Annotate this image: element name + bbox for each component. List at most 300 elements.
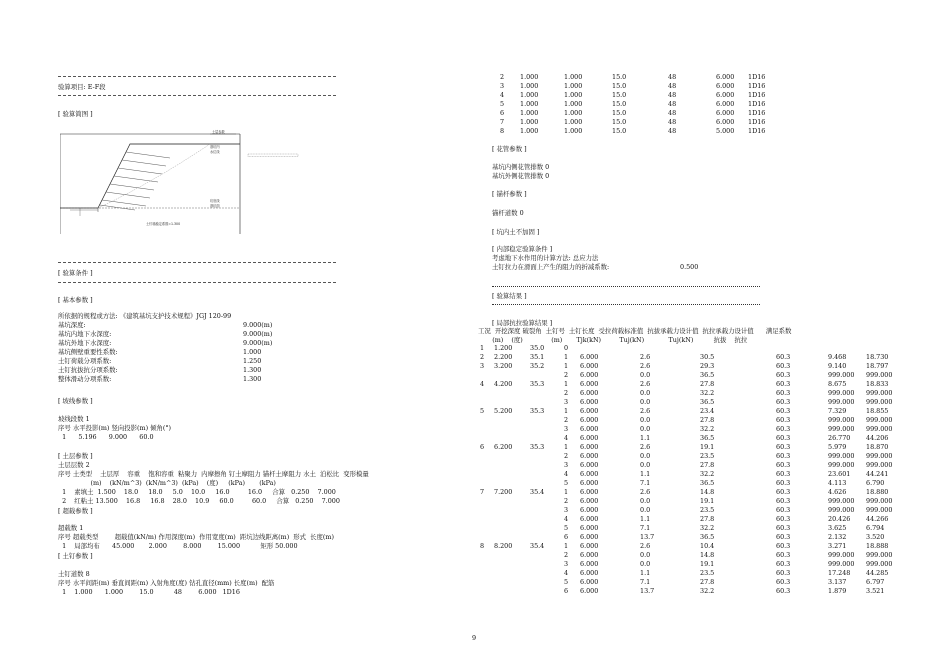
result-cell: 3.625	[828, 524, 847, 532]
heading-diagram: [ 验算简图 ]	[58, 110, 93, 118]
result-cell: 999.000	[866, 551, 893, 559]
result-cell: 999.000	[866, 506, 893, 514]
result-cell: 19.1	[700, 497, 715, 505]
result-cell: 999.000	[866, 416, 893, 424]
result-cell: 999.000	[866, 560, 893, 568]
result-cell: 6.000	[580, 533, 599, 541]
result-cell: 999.000	[828, 560, 855, 568]
result-cell: 60.3	[776, 398, 791, 406]
result-cell: 1.1	[640, 515, 651, 523]
result-cell: 35.4	[530, 488, 545, 496]
nail-cell: 1.000	[520, 127, 539, 135]
result-cell: 35.3	[530, 443, 545, 451]
basic-param-value: 1.300	[243, 375, 262, 383]
result-cell: 8.675	[828, 380, 847, 388]
heading-basic: [ 基本参数 ]	[58, 296, 93, 304]
result-cell: 36.5	[700, 371, 715, 379]
result-cell: 999.000	[828, 398, 855, 406]
nail-cell: 3	[500, 82, 505, 90]
result-cell: 3.137	[828, 578, 847, 586]
result-cell: 60.3	[776, 479, 791, 487]
nail-cell: 15.0	[612, 82, 627, 90]
result-cell: 2.6	[640, 443, 651, 451]
heading-soil: [ 土层参数 ]	[58, 452, 93, 460]
result-cell: 2	[564, 416, 569, 424]
result-cell: 6.000	[580, 443, 599, 451]
result-cell: 60.3	[776, 497, 791, 505]
result-cell: 999.000	[828, 425, 855, 433]
result-cell: 0.0	[640, 452, 651, 460]
basic-param-label: 土钉荷载分项系数:	[58, 357, 112, 365]
result-cell: 36.5	[700, 479, 715, 487]
soil-line: 序号 土类型 土层厚 容重 饱和容重 粘聚力 内摩擦角 钉土摩阻力 锚杆土摩阻力 水土 泊松比 变形模量	[58, 470, 369, 478]
result-cell: 0.0	[640, 425, 651, 433]
nail-cell: 1D16	[748, 109, 766, 117]
heading-anchor: [ 锚杆参数 ]	[492, 190, 527, 198]
nail-cell: 2	[500, 73, 505, 81]
result-cell: 2.6	[640, 353, 651, 361]
result-cell: 0.0	[640, 551, 651, 559]
result-cell: 7.1	[640, 524, 651, 532]
result-cell: 44.241	[866, 470, 889, 478]
result-cell: 60.3	[776, 506, 791, 514]
flower-line: 基坑内侧花管排数 0	[492, 163, 550, 171]
svg-text:基坑面: 基坑面	[210, 204, 220, 208]
result-cell: 6.000	[580, 416, 599, 424]
result-cell: 6.000	[580, 515, 599, 523]
result-cell: 5	[480, 407, 485, 415]
result-cell: 6.790	[866, 479, 885, 487]
result-cell: 0.0	[640, 398, 651, 406]
result-cell: 32.2	[700, 470, 715, 478]
result-cell: 3	[564, 560, 569, 568]
result-cell: 1.1	[640, 569, 651, 577]
nail-cell: 1.000	[564, 109, 583, 117]
dashed-rule	[58, 95, 336, 96]
result-cell: 1	[564, 542, 569, 550]
soil-nails	[100, 152, 170, 210]
result-cell: 27.8	[700, 515, 715, 523]
heading-result: [ 验算结果 ]	[492, 292, 527, 300]
nail-cell: 48	[668, 118, 677, 126]
result-cell: 6.000	[580, 380, 599, 388]
nail-cell: 1D16	[748, 73, 766, 81]
result-cell: 27.8	[700, 416, 715, 424]
result-cell: 60.3	[776, 407, 791, 415]
slope-line: 1 5.196 9.000 60.0	[58, 433, 154, 441]
nail-cell: 1.000	[520, 82, 539, 90]
result-cell: 14.8	[700, 551, 715, 559]
dashed-rule	[58, 282, 336, 283]
result-cell: 0.0	[640, 497, 651, 505]
result-cell: 6.000	[580, 506, 599, 514]
result-cell: 60.3	[776, 578, 791, 586]
heading-stability: [ 内部稳定验算条件 ]	[492, 245, 553, 253]
result-cell: 1.879	[828, 587, 847, 595]
result-cell: 6.000	[580, 362, 599, 370]
result-cell: 0.0	[640, 560, 651, 568]
result-cell: 10.4	[700, 542, 715, 550]
nail-cell: 1.000	[564, 82, 583, 90]
soil-line: 1 素填土 1.500 18.0 18.0 5.0 10.0 16.0 16.0 合算 0.250 7.000	[58, 488, 336, 496]
result-cell: 4	[564, 434, 569, 442]
result-cell: 0.0	[640, 461, 651, 469]
result-cell: 4	[564, 569, 569, 577]
nail-cell: 1.000	[564, 100, 583, 108]
result-cell: 999.000	[828, 461, 855, 469]
nail-cell: 6.000	[716, 100, 735, 108]
result-cell: 2.6	[640, 362, 651, 370]
project-title: 验算项目: E-F段	[58, 83, 106, 91]
result-cell: 35.3	[530, 407, 545, 415]
result-cell: 18.833	[866, 380, 889, 388]
result-cell: 60.3	[776, 371, 791, 379]
result-cell: 19.1	[700, 560, 715, 568]
result-cell: 60.3	[776, 542, 791, 550]
nail-cell: 1.000	[520, 118, 539, 126]
result-cell: 999.000	[828, 389, 855, 397]
result-cell: 18.888	[866, 542, 889, 550]
result-cell: 2.132	[828, 533, 847, 541]
result-cell: 18.797	[866, 362, 889, 370]
result-cell: 60.3	[776, 353, 791, 361]
result-cell: 36.5	[700, 398, 715, 406]
soil-line: 土层层数 2	[58, 461, 90, 469]
result-cell: 60.3	[776, 524, 791, 532]
result-cell: 6.200	[494, 443, 513, 451]
result-cell: 999.000	[828, 416, 855, 424]
result-cell: 999.000	[828, 506, 855, 514]
result-cell: 18.855	[866, 407, 889, 415]
nail-line: 序号 水平间距(m) 垂直间距(m) 入射角度(度) 钻孔直径(mm) 长度(m) 配筋	[58, 579, 275, 587]
stability-value: 0.500	[680, 263, 699, 271]
result-cell: 999.000	[866, 461, 893, 469]
result-cell: 5	[564, 578, 569, 586]
basic-param-value: 1.300	[243, 366, 262, 374]
result-cell: 60.3	[776, 560, 791, 568]
nail-cell: 6.000	[716, 118, 735, 126]
result-cell: 8	[480, 542, 485, 550]
basic-param-label: 基坑外地下水深度:	[58, 339, 112, 347]
result-cell: 7.1	[640, 479, 651, 487]
load-line: 超载数 1	[58, 524, 84, 532]
result-cell: 60.3	[776, 551, 791, 559]
result-cell: 3.521	[866, 587, 885, 595]
result-cell: 999.000	[828, 452, 855, 460]
result-cell: 44.206	[866, 434, 889, 442]
nail-cell: 1.000	[520, 100, 539, 108]
result-cell: 26.770	[828, 434, 851, 442]
result-cell: 1	[564, 362, 569, 370]
result-cell: 35.2	[530, 362, 545, 370]
result-cell: 60.3	[776, 515, 791, 523]
nail-cell: 1.000	[564, 127, 583, 135]
nail-cell: 6	[500, 109, 505, 117]
result-cell: 60.3	[776, 416, 791, 424]
nail-cell: 1.000	[564, 118, 583, 126]
nail-cell: 48	[668, 82, 677, 90]
result-cell: 2.6	[640, 542, 651, 550]
basic-param-label: 土钉抗拔抗分项系数:	[58, 366, 118, 374]
nail-cell: 4	[500, 91, 505, 99]
result-cell: 20.426	[828, 515, 851, 523]
nail-cell: 15.0	[612, 73, 627, 81]
result-cell: 35.3	[530, 380, 545, 388]
result-cell: 0	[564, 344, 569, 352]
result-cell: 23.4	[700, 407, 715, 415]
nail-line: 土钉道数 8	[58, 570, 90, 578]
result-cell: 6	[480, 443, 485, 451]
result-cell: 60.3	[776, 452, 791, 460]
result-cell: 6.000	[580, 452, 599, 460]
result-cell: 44.285	[866, 569, 889, 577]
result-cell: 32.2	[700, 389, 715, 397]
nail-cell: 48	[668, 91, 677, 99]
result-cell: 27.8	[700, 380, 715, 388]
anchor-count: 锚杆道数 0	[492, 209, 524, 217]
result-cell: 6	[564, 533, 569, 541]
result-cell: 1	[480, 344, 485, 352]
result-cell: 1	[564, 488, 569, 496]
result-cell: 60.3	[776, 533, 791, 541]
result-cell: 14.8	[700, 488, 715, 496]
result-cell: 44.266	[866, 515, 889, 523]
result-cell: 5	[564, 479, 569, 487]
basic-param-label: 基坑内地下水深度:	[58, 330, 112, 338]
result-cell: 6.000	[580, 587, 599, 595]
nail-cell: 1D16	[748, 82, 766, 90]
result-cell: 1	[564, 407, 569, 415]
basic-param-label: 整体滑动分项系数:	[58, 375, 112, 383]
result-cell: 0.0	[640, 371, 651, 379]
result-cell: 6.000	[580, 470, 599, 478]
dashed-rule	[58, 76, 336, 77]
result-cell: 4	[564, 515, 569, 523]
basic-param-value: 9.000(m)	[243, 339, 273, 347]
result-cell: 23.5	[700, 569, 715, 577]
result-cell: 3.520	[866, 533, 885, 541]
result-cell: 6.000	[580, 497, 599, 505]
result-cell: 0.0	[640, 506, 651, 514]
heading-load: [ 超载参数 ]	[58, 507, 93, 515]
nail-cell: 15.0	[612, 91, 627, 99]
nail-cell: 15.0	[612, 109, 627, 117]
nail-cell: 6.000	[716, 82, 735, 90]
result-cell: 999.000	[828, 497, 855, 505]
svg-text:水位线: 水位线	[210, 150, 220, 154]
result-cell: 3	[564, 461, 569, 469]
result-cell: 0.0	[640, 416, 651, 424]
diagram-caption: 土钉墙稳定系数=1.300	[146, 222, 181, 226]
nail-cell: 15.0	[612, 127, 627, 135]
result-cell: 23.5	[700, 506, 715, 514]
result-cell: 1.200	[494, 344, 513, 352]
result-cell: 999.000	[866, 452, 893, 460]
svg-text:坑底线: 坑底线	[210, 199, 220, 203]
result-cell: 6.797	[866, 578, 885, 586]
excavation-diagram	[60, 124, 340, 236]
result-cell: 5.200	[494, 407, 513, 415]
nail-cell: 6.000	[716, 73, 735, 81]
slope-line: 序号 水平投影(m) 竖向投影(m) 倾角(°)	[58, 424, 172, 432]
nail-cell: 15.0	[612, 118, 627, 126]
result-cell: 17.248	[828, 569, 851, 577]
result-cell: 60.3	[776, 362, 791, 370]
result-cell: 4	[564, 470, 569, 478]
result-cell: 2	[564, 389, 569, 397]
result-cell: 19.1	[700, 443, 715, 451]
result-cell: 6.000	[580, 461, 599, 469]
nail-cell: 48	[668, 109, 677, 117]
result-cell: 6.000	[580, 551, 599, 559]
nail-cell: 7	[500, 118, 505, 126]
nail-cell: 1D16	[748, 127, 766, 135]
result-cell: 1.1	[640, 470, 651, 478]
heading-conditions: [ 验算条件 ]	[58, 269, 93, 277]
result-cell: 3.271	[828, 542, 847, 550]
result-cell: 60.3	[776, 434, 791, 442]
result-cell: 35.0	[530, 344, 545, 352]
result-cell: 29.3	[700, 362, 715, 370]
result-cell: 36.5	[700, 434, 715, 442]
basic-param-label: 基坑深度:	[58, 321, 86, 329]
soil-line: 2 红粘土 13.500 16.8 16.8 28.0 10.9 60.0 60.0 合算 0.250 7.000	[58, 497, 340, 505]
nail-cell: 6.000	[716, 109, 735, 117]
star-rule	[492, 286, 760, 287]
result-cell: 4.113	[828, 479, 847, 487]
nail-cell: 1.000	[520, 91, 539, 99]
nail-cell: 48	[668, 73, 677, 81]
result-cell: 36.5	[700, 533, 715, 541]
nail-cell: 1.000	[564, 91, 583, 99]
result-cell: 8.200	[494, 542, 513, 550]
result-cell: 60.3	[776, 425, 791, 433]
result-cell: 60.3	[776, 461, 791, 469]
result-cell: 60.3	[776, 380, 791, 388]
result-cell: 18.730	[866, 353, 889, 361]
result-cell: 7.200	[494, 488, 513, 496]
result-cell: 32.2	[700, 587, 715, 595]
result-cell: 5.979	[828, 443, 847, 451]
result-cell: 18.870	[866, 443, 889, 451]
load-line: 1 局部均布 45.000 2.000 8.000 15.000 矩形 50.000	[58, 542, 298, 550]
basic-param-value: 1.250	[243, 357, 262, 365]
result-cell: 35.4	[530, 542, 545, 550]
result-cell: 60.3	[776, 569, 791, 577]
nail-cell: 5.000	[716, 127, 735, 135]
result-cell: 13.7	[640, 533, 655, 541]
nail-cell: 1D16	[748, 118, 766, 126]
result-cell: 6.000	[580, 389, 599, 397]
result-cell: 7.1	[640, 578, 651, 586]
diagram-label: 土层参数	[212, 130, 225, 134]
svg-text:基坑内: 基坑内	[210, 145, 220, 149]
result-cell: 9.468	[828, 353, 847, 361]
basic-param-value: 9.000(m)	[243, 321, 273, 329]
result-cell: 18.880	[866, 488, 889, 496]
flower-line: 基坑外侧花管排数 0	[492, 172, 550, 180]
result-cell: 3.200	[494, 362, 513, 370]
result-cell: 6.000	[580, 578, 599, 586]
result-cell: 2	[564, 497, 569, 505]
result-cell: 60.3	[776, 470, 791, 478]
heading-nail: [ 土钉参数 ]	[58, 552, 93, 560]
nail-cell: 1.000	[520, 109, 539, 117]
result-cell: 6.000	[580, 353, 599, 361]
basic-param-label: 基坑侧壁重要性系数:	[58, 348, 118, 356]
result-cell: 2	[480, 353, 485, 361]
result-cell: 6.000	[580, 407, 599, 415]
result-header: 工况 开挖深度 破裂角 土钉号 土钉长度 受拉荷载标准值 抗拔承载力设计值 抗拉承载力设计值 满足系数	[478, 327, 792, 335]
result-cell: 2.6	[640, 488, 651, 496]
heading-local: [ 局部抗拉验算结果 ]	[492, 319, 553, 327]
result-cell: 6.000	[580, 488, 599, 496]
heading-flower: [ 花管参数 ]	[492, 145, 527, 153]
soil-line: (m) (kN/m^3) (kN/m^3) (kPa) (度) (kPa) (kPa)	[58, 479, 276, 487]
result-cell: 23.5	[700, 452, 715, 460]
result-cell: 4.200	[494, 380, 513, 388]
result-cell: 6.000	[580, 434, 599, 442]
result-cell: 6.000	[580, 560, 599, 568]
result-cell: 0.0	[640, 389, 651, 397]
result-cell: 5	[564, 524, 569, 532]
result-cell: 60.3	[776, 488, 791, 496]
star-rule	[492, 304, 760, 305]
result-cell: 2	[564, 452, 569, 460]
result-cell: 3	[564, 425, 569, 433]
result-cell: 2.200	[494, 353, 513, 361]
nail-cell: 1D16	[748, 100, 766, 108]
result-cell: 2	[564, 371, 569, 379]
nail-cell: 1D16	[748, 91, 766, 99]
result-cell: 6.000	[580, 371, 599, 379]
page-number: 9	[472, 634, 477, 642]
result-header-units: (m) (度) (m) Tjk(kN) Tuj(kN) Tuj(kN) 抗拔 抗拉	[478, 336, 748, 344]
result-cell: 999.000	[866, 371, 893, 379]
result-cell: 27.8	[700, 461, 715, 469]
nail-line: 1 1.000 1.000 15.0 48 6.000 1D16	[58, 588, 240, 596]
result-cell: 1.1	[640, 434, 651, 442]
result-cell: 6.000	[580, 569, 599, 577]
result-cell: 4	[480, 380, 485, 388]
result-cell: 3	[564, 398, 569, 406]
result-cell: 6.794	[866, 524, 885, 532]
result-cell: 6.000	[580, 479, 599, 487]
result-cell: 35.1	[530, 353, 545, 361]
result-cell: 1	[564, 353, 569, 361]
basic-param-label: 所依据的规程或方法: 《建筑基坑支护技术规程》JGJ 120-99	[58, 312, 232, 320]
result-cell: 60.3	[776, 389, 791, 397]
result-cell: 2.6	[640, 407, 651, 415]
result-cell: 9.140	[828, 362, 847, 370]
nail-cell: 48	[668, 100, 677, 108]
stability-label: 考虑地下水作用的计算方法: 总应力法	[492, 254, 599, 262]
basic-param-value: 9.000(m)	[243, 330, 273, 338]
result-cell: 4.626	[828, 488, 847, 496]
result-cell: 999.000	[866, 389, 893, 397]
heading-slope: [ 坡线参数 ]	[58, 397, 93, 405]
result-cell: 6.000	[580, 524, 599, 532]
result-cell: 60.3	[776, 587, 791, 595]
nail-cell: 6.000	[716, 91, 735, 99]
result-cell: 999.000	[866, 425, 893, 433]
nail-cell: 15.0	[612, 100, 627, 108]
nail-cell: 5	[500, 100, 505, 108]
nail-cell: 48	[668, 127, 677, 135]
dashed-rule	[58, 262, 336, 263]
result-cell: 2	[564, 551, 569, 559]
result-cell: 1	[564, 443, 569, 451]
